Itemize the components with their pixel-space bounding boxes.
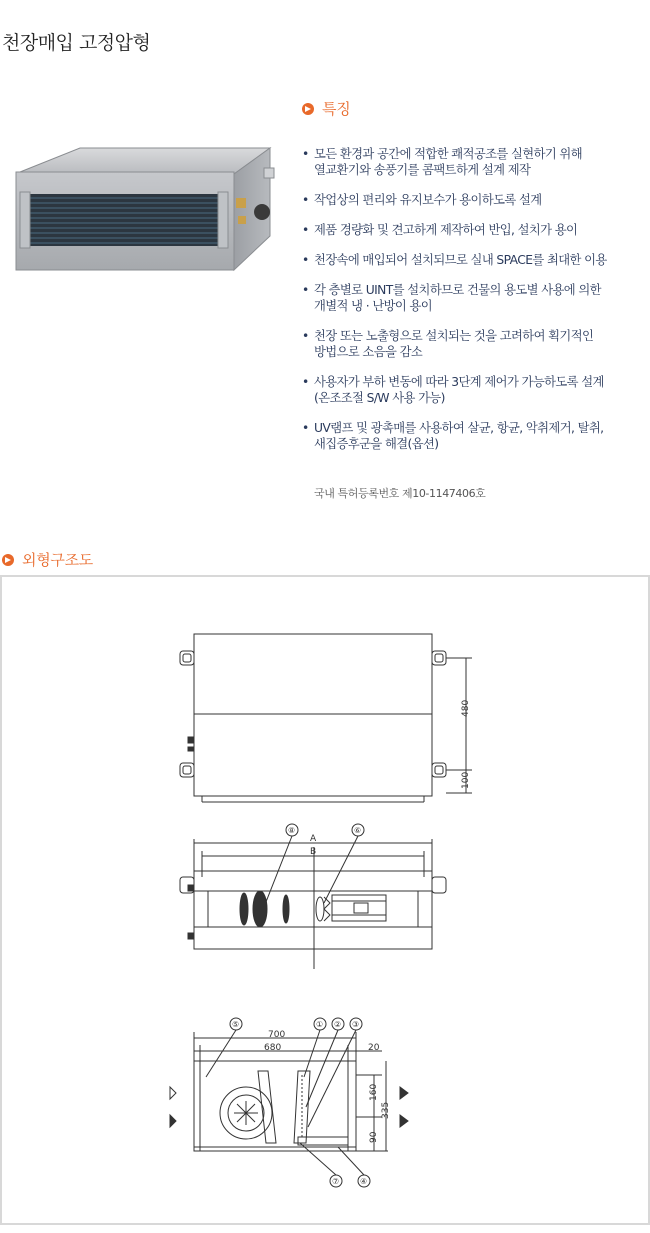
callout-1: ①	[316, 1020, 324, 1029]
feature-line: 개별적 냉 · 난방이 용이	[314, 299, 433, 313]
feature-item	[302, 282, 642, 314]
callout-8: ⑧	[288, 826, 296, 835]
callout-6: ⑥	[354, 826, 362, 835]
features-list	[302, 146, 642, 454]
feature-line: (온조조절 S/W 사용 가능)	[314, 391, 445, 405]
feature-line: 방법으로 소음을 감소	[314, 345, 423, 359]
label-a: A	[310, 834, 317, 844]
callout-3: ③	[352, 1020, 360, 1029]
features-heading	[302, 98, 350, 119]
dim-20: 20	[368, 1043, 380, 1053]
feature-line: 사용자가 부하 변동에 따라 3단계 제어가 가능하도록 설계	[314, 375, 604, 389]
feature-line: 열교환기와 송풍기를 콤팩트하게 설계 제작	[314, 163, 531, 177]
front-view	[180, 824, 446, 969]
dim-100: 100	[461, 771, 471, 789]
feature-line: 작업상의 편리와 유지보수가 용이하도록 설계	[314, 193, 542, 207]
callout-4: ④	[360, 1177, 368, 1186]
page-title: 천장매입 고정압형	[2, 32, 151, 54]
dim-90: 90	[369, 1131, 379, 1143]
feature-line: 제품 경량화 및 견고하게 제작하여 반입, 설치가 용이	[314, 223, 578, 237]
feature-line: 각 층별로 UINT를 설치하므로 건물의 용도별 사용에 의한	[314, 283, 601, 297]
dim-680: 680	[264, 1043, 282, 1053]
outline-drawing	[2, 577, 648, 1223]
feature-item	[302, 252, 642, 268]
callout-2: ②	[334, 1020, 342, 1029]
feature-item	[302, 222, 642, 238]
feature-item	[302, 374, 642, 406]
callout-5: ⑤	[232, 1020, 240, 1029]
drawing-heading-text: 외형구조도	[22, 551, 93, 569]
feature-line: UV램프 및 광촉매를 사용하여 살균, 항균, 악취제거, 탈취,	[314, 421, 604, 435]
dim-160: 160	[369, 1083, 379, 1101]
circle-arrow-icon	[302, 103, 314, 115]
dim-700: 700	[268, 1030, 286, 1040]
feature-line: 천장속에 매입되어 설치되므로 실내 SPACE를 최대한 이용	[314, 253, 607, 267]
feature-item	[302, 420, 642, 452]
dim-335: 335	[381, 1101, 391, 1119]
product-photo	[8, 146, 280, 274]
drawing-panel	[0, 575, 650, 1225]
feature-line: 천장 또는 노출형으로 설치되는 것을 고려하여 획기적인	[314, 329, 594, 343]
label-b: B	[310, 847, 317, 857]
features-heading-text: 특징	[322, 100, 351, 118]
feature-item	[302, 192, 642, 208]
circle-arrow-icon	[2, 554, 14, 566]
side-view	[170, 1018, 408, 1187]
ceiling-unit-image	[8, 146, 280, 274]
feature-item	[302, 146, 642, 178]
callout-7: ⑦	[332, 1177, 340, 1186]
top-view	[180, 634, 472, 802]
dim-480: 480	[461, 699, 471, 717]
feature-line: 새집증후군을 해결(옵션)	[314, 437, 439, 451]
feature-item	[302, 328, 642, 360]
feature-line: 모든 환경과 공간에 적합한 쾌적공조를 실현하기 위해	[314, 147, 582, 161]
drawing-heading	[2, 549, 93, 570]
patent-note: 국내 특허등록번호 제10-1147406호	[314, 487, 486, 500]
